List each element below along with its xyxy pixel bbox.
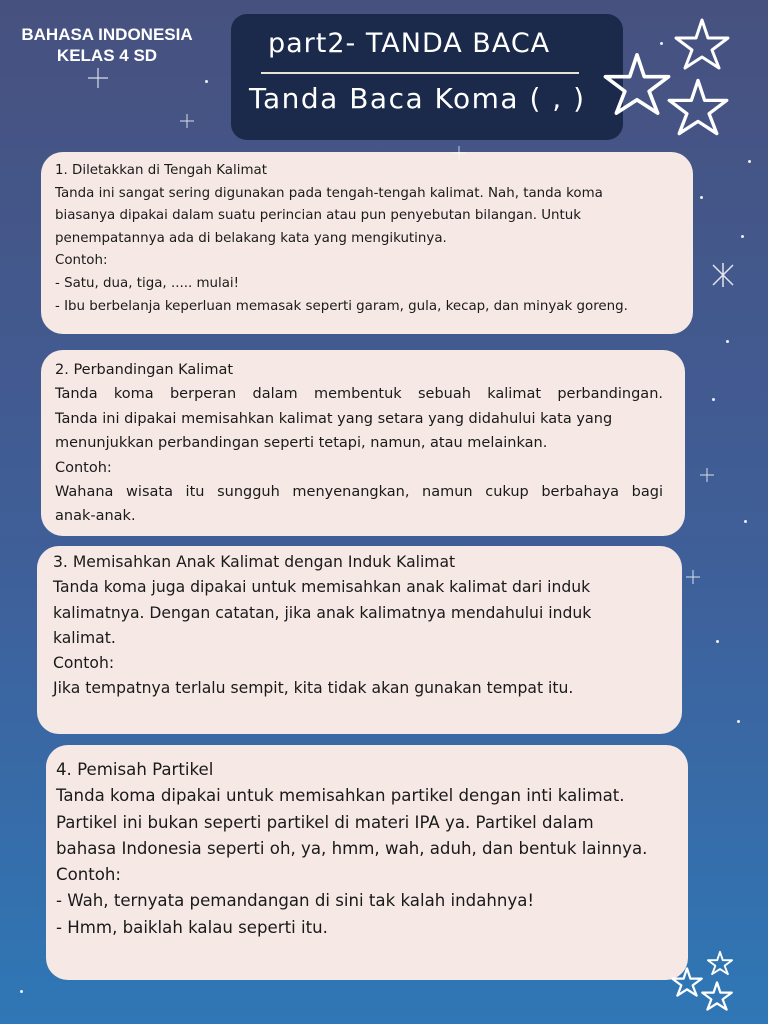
sparkle-icon bbox=[452, 146, 466, 160]
example-line: Jika tempatnya terlalu sempit, kita tidak akan gunakan tempat itu. bbox=[53, 679, 574, 698]
example-line: - Satu, dua, tiga, ..... mulai! bbox=[55, 275, 240, 291]
star-doodle-icon bbox=[700, 980, 734, 1012]
section-heading: 3. Memisahkan Anak Kalimat dengan Induk Kalimat bbox=[53, 553, 456, 571]
example-line: Wahana wisata itu sungguh menyenangkan, namun cukup berbahaya bagi bbox=[55, 484, 663, 501]
example-line: - Wah, ternyata pemandangan di sini tak kalah indahnya! bbox=[56, 891, 535, 911]
section-line: kalimat. bbox=[53, 628, 116, 647]
section-line: Tanda ini dipakai memisahkan kalimat yang setara yang didahului kata yang bbox=[55, 410, 613, 427]
star-doodle-icon bbox=[670, 966, 704, 998]
section-line: penempatannya ada di belakang kata yang mengikutinya. bbox=[55, 230, 447, 246]
star-dot bbox=[716, 640, 719, 643]
example-label: Contoh: bbox=[56, 865, 122, 885]
example-line: anak-anak. bbox=[55, 508, 136, 525]
section-card-2 bbox=[41, 350, 685, 536]
part-title: part2- TANDA BACA bbox=[268, 28, 551, 59]
star-doodle-icon bbox=[664, 76, 732, 138]
section-heading: 2. Perbandingan Kalimat bbox=[55, 362, 234, 378]
section-line: Tanda koma dipakai untuk memisahkan partikel dengan inti kalimat. bbox=[56, 786, 625, 806]
star-dot bbox=[205, 80, 208, 83]
star-doodle-icon bbox=[706, 950, 734, 976]
sparkle-icon bbox=[686, 570, 700, 584]
section-card-1 bbox=[41, 152, 693, 334]
title-banner bbox=[231, 14, 623, 140]
star-dot bbox=[726, 340, 729, 343]
star-dot bbox=[700, 196, 703, 199]
example-line: - Ibu berbelanja keperluan memasak seperti garam, gula, kecap, dan minyak goreng. bbox=[55, 298, 628, 314]
section-line: Tanda koma berperan dalam membentuk sebuah kalimat perbandingan. bbox=[55, 386, 663, 403]
subject-line-1: BAHASA INDONESIA bbox=[21, 25, 193, 44]
example-label: Contoh: bbox=[55, 253, 108, 269]
star-dot bbox=[744, 520, 747, 523]
star-dot bbox=[748, 160, 751, 163]
section-line: Tanda ini sangat sering digunakan pada tengah-tengah kalimat. Nah, tanda koma bbox=[55, 185, 603, 201]
section-card-4 bbox=[46, 745, 688, 980]
section-heading: 1. Diletakkan di Tengah Kalimat bbox=[55, 163, 267, 178]
subject-label bbox=[4, 24, 210, 66]
star-doodle-icon bbox=[600, 50, 674, 118]
star-dot bbox=[20, 990, 23, 993]
section-line: Tanda koma juga dipakai untuk memisahkan anak kalimat dari induk bbox=[53, 578, 591, 597]
star-dot bbox=[741, 235, 744, 238]
section-line: biasanya dipakai dalam suatu perincian atau pun penyebutan bilangan. Untuk bbox=[55, 208, 582, 224]
section-line: kalimatnya. Dengan catatan, jika anak kalimatnya mendahului induk bbox=[53, 603, 592, 622]
example-label: Contoh: bbox=[53, 654, 115, 673]
star-dot bbox=[660, 42, 663, 45]
subject-line-2: KELAS 4 SD bbox=[56, 46, 158, 65]
section-heading: 4. Pemisah Partikel bbox=[56, 760, 214, 779]
sparkle-icon bbox=[700, 468, 714, 482]
example-label: Contoh: bbox=[55, 459, 112, 476]
sparkle-icon bbox=[88, 68, 108, 88]
sparkle-icon bbox=[180, 114, 194, 128]
title-divider bbox=[261, 72, 579, 74]
section-line: menunjukkan perbandingan seperti tetapi, namun, atau melainkan. bbox=[55, 435, 548, 452]
star-doodle-icon bbox=[672, 16, 732, 72]
star-dot bbox=[712, 398, 715, 401]
star-dot bbox=[737, 720, 740, 723]
section-line: bahasa Indonesia seperti oh, ya, hmm, wah, aduh, dan bentuk lainnya. bbox=[56, 838, 648, 858]
section-card-3 bbox=[37, 546, 682, 734]
example-line: - Hmm, baiklah kalau seperti itu. bbox=[56, 917, 328, 937]
section-line: Partikel ini bukan seperti partikel di materi IPA ya. Partikel dalam bbox=[56, 812, 594, 832]
sparkle-icon bbox=[710, 262, 736, 288]
page-title: Tanda Baca Koma ( , ) bbox=[249, 82, 586, 115]
